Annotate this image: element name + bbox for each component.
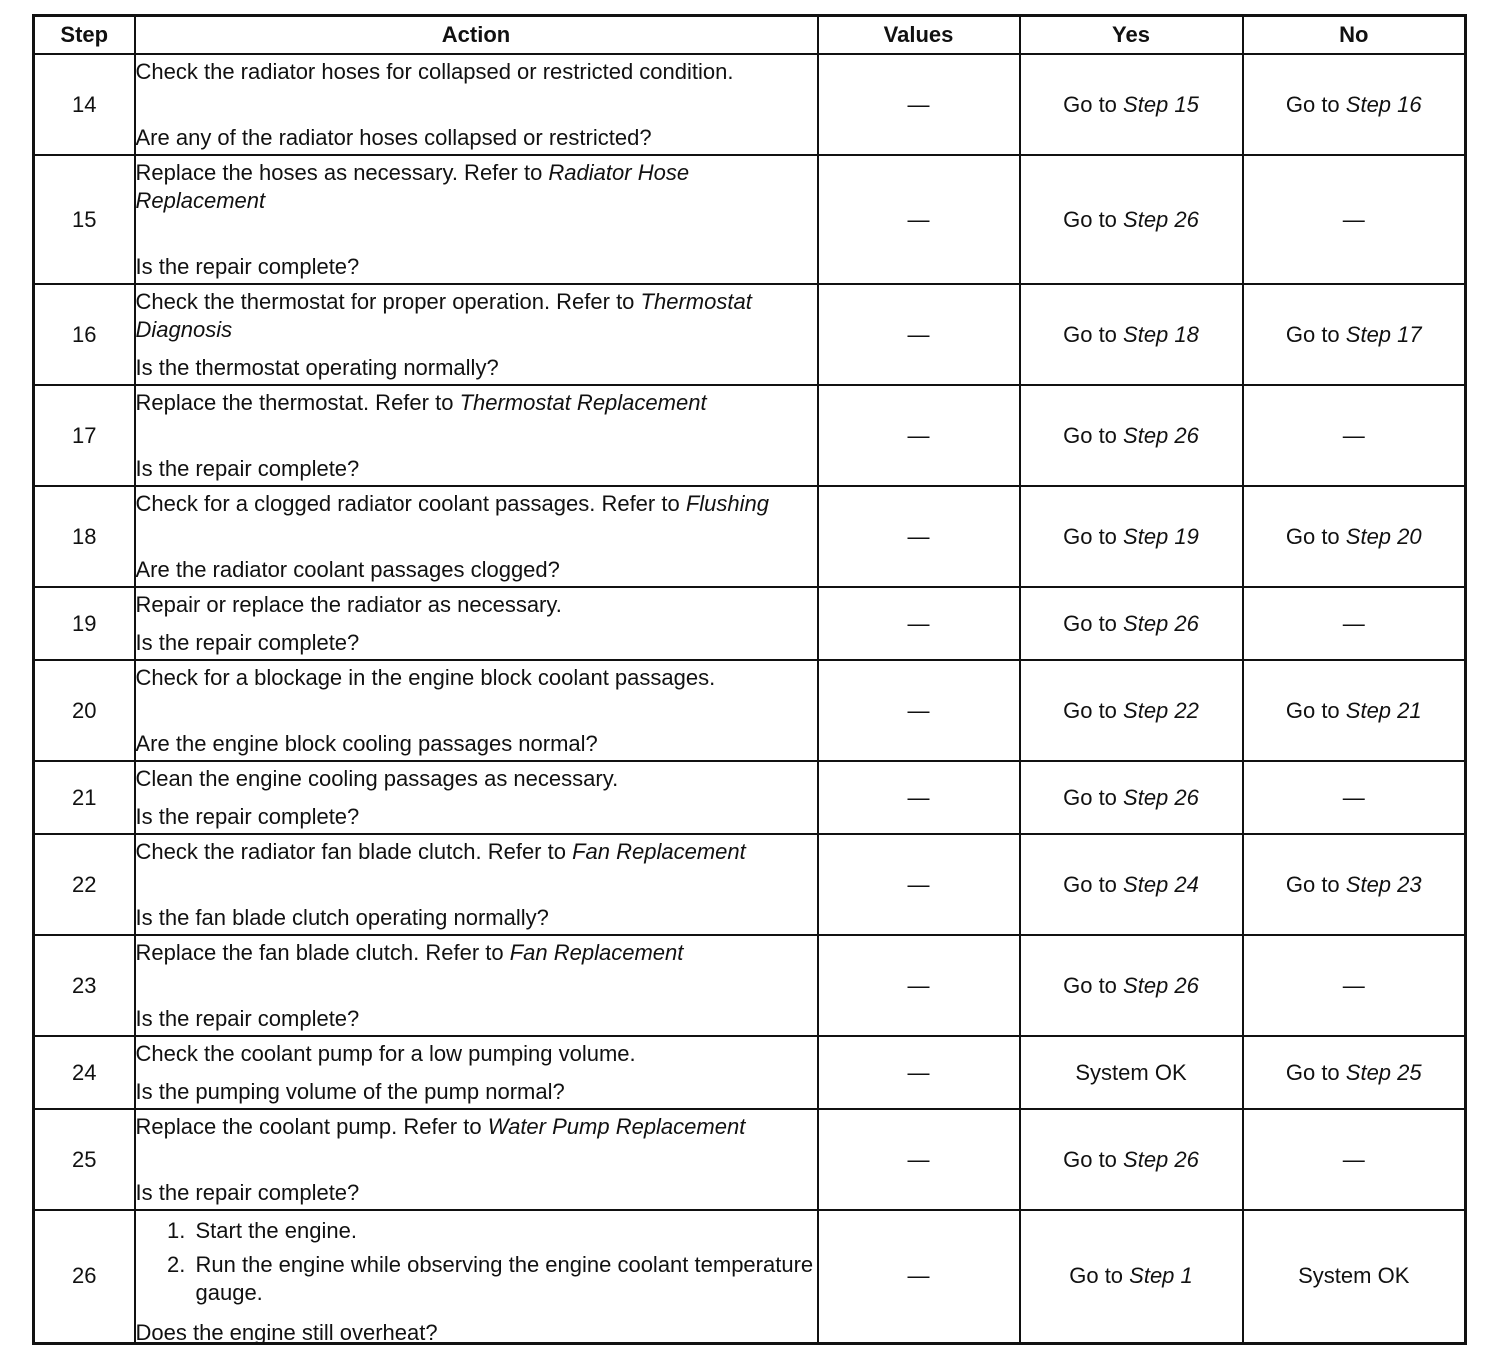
yes-step-link[interactable]: Step 26 — [1123, 1146, 1199, 1172]
action-text — [136, 939, 817, 967]
no-step-link[interactable]: Step 23 — [1345, 871, 1422, 897]
yes-prefix: Go to — [1063, 91, 1124, 117]
yes-cell — [1020, 587, 1243, 660]
header-no: No — [1243, 16, 1466, 55]
no-cell — [1243, 834, 1466, 935]
action-ref-link[interactable]: Flushing — [685, 490, 769, 516]
values-cell: — — [818, 54, 1020, 155]
action-question: Is the repair complete? — [135, 629, 360, 655]
yes-cell — [1020, 1109, 1243, 1210]
yes-prefix: Go to — [1063, 871, 1124, 897]
yes-prefix: Go to — [1069, 1263, 1130, 1289]
yes-step-link[interactable]: Step 18 — [1123, 321, 1199, 347]
step-number: 26 — [34, 1210, 135, 1343]
values-cell: — — [818, 1210, 1020, 1343]
action-text-plain: Replace the fan blade clutch. Refer to — [135, 939, 510, 965]
action-question: Is the fan blade clutch operating normally? — [135, 904, 549, 930]
step-number: 23 — [34, 935, 135, 1036]
no-prefix: Go to — [1285, 321, 1346, 347]
no-prefix: Go to — [1285, 523, 1346, 549]
step-number: 19 — [34, 587, 135, 660]
action-question: Is the repair complete? — [135, 803, 360, 829]
step-number: 17 — [34, 385, 135, 486]
table-row — [34, 587, 1466, 660]
yes-cell — [1020, 385, 1243, 486]
action-text — [136, 490, 817, 518]
diagnostic-table — [32, 14, 1467, 1345]
header-action: Action — [135, 16, 818, 55]
table-row — [34, 1210, 1466, 1343]
action-ref-link[interactable]: Fan Replacement — [509, 939, 684, 965]
yes-cell — [1020, 834, 1243, 935]
yes-prefix: Go to — [1063, 1146, 1124, 1172]
yes-cell — [1020, 155, 1243, 284]
step-number: 16 — [34, 284, 135, 385]
no-prefix: Go to — [1285, 871, 1346, 897]
yes-cell — [1020, 1210, 1243, 1343]
no-step-link[interactable]: Step 20 — [1345, 523, 1422, 549]
no-step-link[interactable]: Step 21 — [1345, 697, 1422, 723]
yes-cell — [1020, 660, 1243, 761]
table-row — [34, 761, 1466, 834]
table-row — [34, 834, 1466, 935]
table-row — [34, 935, 1466, 1036]
action-question: Is the repair complete? — [135, 253, 360, 279]
action-text-plain: Replace the thermostat. Refer to — [135, 389, 460, 415]
values-cell: — — [818, 761, 1020, 834]
no-cell — [1243, 54, 1466, 155]
action-cell — [135, 1036, 818, 1109]
action-text — [136, 389, 817, 417]
no-step-link[interactable]: Step 25 — [1345, 1059, 1422, 1085]
yes-prefix: Go to — [1063, 321, 1124, 347]
no-cell: — — [1243, 761, 1466, 834]
action-ref-link[interactable]: Radiator Hose Replacement — [135, 159, 690, 213]
action-question: Is the repair complete? — [135, 1005, 360, 1031]
no-cell — [1243, 486, 1466, 587]
header-row — [34, 16, 1466, 55]
yes-cell — [1020, 761, 1243, 834]
action-cell — [135, 155, 818, 284]
values-cell: — — [818, 1109, 1020, 1210]
yes-prefix: Go to — [1063, 784, 1124, 810]
step-number: 14 — [34, 54, 135, 155]
step-number: 25 — [34, 1109, 135, 1210]
action-text — [136, 838, 817, 866]
action-cell — [135, 761, 818, 834]
yes-step-link[interactable]: Step 1 — [1129, 1263, 1193, 1289]
action-ref-link[interactable]: Fan Replacement — [572, 838, 746, 864]
yes-prefix: Go to — [1063, 610, 1124, 636]
action-text-plain: Check the radiator fan blade clutch. Refer to — [135, 838, 573, 864]
values-cell: — — [818, 284, 1020, 385]
table-row — [34, 660, 1466, 761]
yes-step-link[interactable]: Step 26 — [1123, 206, 1199, 232]
values-cell: — — [818, 935, 1020, 1036]
table-row — [34, 155, 1466, 284]
action-cell — [135, 486, 818, 587]
yes-step-link[interactable]: Step 22 — [1123, 697, 1199, 723]
yes-prefix: Go to — [1063, 422, 1124, 448]
no-cell: — — [1243, 155, 1466, 284]
no-step-link[interactable]: Step 16 — [1345, 91, 1422, 117]
action-text: Repair or replace the radiator as necessary. — [135, 591, 562, 617]
action-question: Are any of the radiator hoses collapsed or restricted? — [135, 124, 652, 150]
values-cell: — — [818, 587, 1020, 660]
action-question: Are the engine block cooling passages normal? — [135, 730, 598, 756]
values-cell: — — [818, 660, 1020, 761]
action-cell — [135, 385, 818, 486]
header-yes: Yes — [1020, 16, 1243, 55]
numbered-steps-list — [136, 1217, 817, 1313]
action-question: Is the thermostat operating normally? — [135, 354, 499, 380]
yes-prefix: Go to — [1063, 972, 1124, 998]
action-text — [136, 1113, 817, 1141]
action-cell — [135, 587, 818, 660]
action-ref-link[interactable]: Thermostat Replacement — [459, 389, 707, 415]
no-prefix: Go to — [1285, 91, 1346, 117]
yes-cell: System OK — [1020, 1036, 1243, 1109]
table-row — [34, 385, 1466, 486]
yes-step-link[interactable]: Step 26 — [1123, 972, 1199, 998]
header-values: Values — [818, 16, 1020, 55]
table-row — [34, 54, 1466, 155]
action-cell — [135, 54, 818, 155]
yes-step-link[interactable]: Step 26 — [1123, 422, 1199, 448]
action-cell — [135, 935, 818, 1036]
yes-step-link[interactable]: Step 19 — [1123, 523, 1199, 549]
action-cell — [135, 834, 818, 935]
action-question: Are the radiator coolant passages clogged? — [135, 556, 560, 582]
no-prefix: Go to — [1285, 1059, 1346, 1085]
action-cell — [135, 1210, 818, 1346]
action-text-plain: Replace the coolant pump. Refer to — [135, 1113, 488, 1139]
action-question: Is the pumping volume of the pump normal? — [135, 1078, 565, 1104]
action-ref-link[interactable]: Thermostat Diagnosis — [135, 288, 752, 342]
table-row — [34, 284, 1466, 385]
action-text-plain: Check the thermostat for proper operation. Refer to — [135, 288, 641, 314]
action-text — [136, 159, 817, 215]
no-cell: — — [1243, 385, 1466, 486]
no-cell — [1243, 284, 1466, 385]
values-cell: — — [818, 155, 1020, 284]
action-ref-link[interactable]: Water Pump Replacement — [487, 1113, 746, 1139]
yes-cell — [1020, 284, 1243, 385]
action-text: Check the radiator hoses for collapsed or restricted condition. — [135, 58, 734, 84]
action-text-plain: Check for a clogged radiator coolant passages. Refer to — [135, 490, 686, 516]
action-text: Check for a blockage in the engine block coolant passages. — [135, 664, 716, 690]
step-number: 22 — [34, 834, 135, 935]
action-text: Clean the engine cooling passages as necessary. — [135, 765, 619, 791]
no-cell: — — [1243, 935, 1466, 1036]
step-number: 20 — [34, 660, 135, 761]
values-cell: — — [818, 385, 1020, 486]
step-number: 15 — [34, 155, 135, 284]
list-item: 1. Start the engine. — [192, 1217, 817, 1245]
action-cell — [135, 1109, 818, 1210]
action-question: Is the repair complete? — [135, 1179, 360, 1205]
no-prefix: Go to — [1285, 697, 1346, 723]
action-question: Is the repair complete? — [135, 455, 360, 481]
list-item: 2. Run the engine while observing the engine coolant temperature gauge. — [192, 1251, 817, 1307]
yes-step-link[interactable]: Step 26 — [1123, 784, 1199, 810]
yes-cell — [1020, 935, 1243, 1036]
no-step-link[interactable]: Step 17 — [1345, 321, 1422, 347]
action-text-plain: Replace the hoses as necessary. Refer to — [135, 159, 549, 185]
yes-step-link[interactable]: Step 15 — [1123, 91, 1199, 117]
yes-prefix: Go to — [1063, 697, 1124, 723]
yes-cell — [1020, 486, 1243, 587]
no-cell — [1243, 1036, 1466, 1109]
yes-prefix: Go to — [1063, 523, 1124, 549]
action-text — [136, 288, 817, 344]
action-cell — [135, 284, 818, 385]
yes-prefix: Go to — [1063, 206, 1124, 232]
yes-cell — [1020, 54, 1243, 155]
action-cell — [135, 660, 818, 761]
values-cell: — — [818, 486, 1020, 587]
table-row — [34, 1036, 1466, 1109]
values-cell: — — [818, 1036, 1020, 1109]
no-cell: — — [1243, 587, 1466, 660]
table-row — [34, 486, 1466, 587]
values-cell: — — [818, 834, 1020, 935]
action-text: Check the coolant pump for a low pumping volume. — [135, 1040, 636, 1066]
no-cell — [1243, 660, 1466, 761]
table-row — [34, 1109, 1466, 1210]
step-number: 18 — [34, 486, 135, 587]
no-cell: System OK — [1243, 1210, 1466, 1343]
no-cell: — — [1243, 1109, 1466, 1210]
step-number: 24 — [34, 1036, 135, 1109]
yes-step-link[interactable]: Step 24 — [1123, 871, 1199, 897]
action-question: Does the engine still overheat? — [135, 1320, 438, 1346]
header-step: Step — [34, 16, 135, 55]
step-number: 21 — [34, 761, 135, 834]
yes-step-link[interactable]: Step 26 — [1123, 610, 1199, 636]
